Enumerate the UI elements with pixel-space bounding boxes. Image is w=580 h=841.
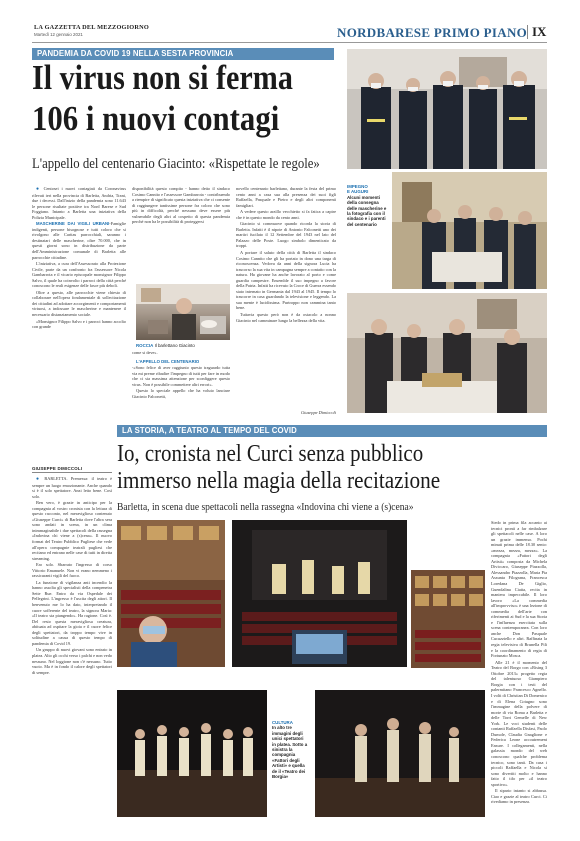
text: A vedere questo arzillo vecchietto si fa fatica a capire che è in questo mondo da cento anni. xyxy=(236,209,336,220)
article2-byline: GIUSEPPE DIMICCOLI xyxy=(32,466,83,471)
masthead-divider xyxy=(527,25,528,39)
article1-headline-line2: 106 i nuovi contagi xyxy=(32,99,280,138)
section-title: NORDBARESE PRIMO PIANO xyxy=(337,25,528,40)
article1-subhead: L'appello del centenario Giacinto: «Rispettate le regole» xyxy=(32,155,320,172)
bullet-icon: ● xyxy=(36,187,41,192)
photo-illustration xyxy=(117,690,267,817)
text: Oltre a questo, alle parrocchie viene chiesto di collaborare nell'opera fondamentale di sollecitazione dei cittadini ad adottare accorgimenti e comportamenti virtuosi, a indossare le mascherine e mantenere il necessario distanziamento sociale. xyxy=(32,289,126,318)
photo-illustration xyxy=(315,690,485,817)
page-number: IX xyxy=(532,24,547,39)
bullet-icon: ● xyxy=(36,477,42,482)
article1-subhead-centenario: L'APPELLO DEL CENTENARIO xyxy=(136,358,200,364)
text: -Famiglie indigenti, persone bisognose e tutti coloro che si rivolgono alle Caritas parrocchiali, saranno i destinatari delle mascherine, oltre 70.000, che in questi giorni sono in distribuzione da parte dell'Amministrazione comunale di Barletta alle parrocchie cittadine. xyxy=(32,221,126,260)
theatre-spectator-photo xyxy=(117,520,225,667)
mask-delivery-photo xyxy=(392,172,547,289)
article2-lead: BARLETTA. Premessa: il teatro è sempre un luogo emozionante. Anche quando si è il solo spettatore. Anzi letto bene. Così solo. xyxy=(32,476,112,499)
article2-headline-line2: immerso nella magia della recitazione xyxy=(117,468,441,494)
caption-rocca xyxy=(136,343,246,348)
caption-cultura xyxy=(272,720,308,779)
photo-illustration xyxy=(347,49,547,169)
officials-group-photo xyxy=(347,49,547,169)
text: Alle 21 è il momento del Teatro del Borgo con «Rising 3 Ottobre 2013» progetto regia del talentuoso Giampiero Borgia con i testi del palermitano Francesco Agnello. I volti di Christian Di Domenico e di Elena Cotugno sono l'immagine della polvere di morte di via Roma a Barletta e delle Torri Gemelle di New York. Le voci studenti delle contanti Raffaella Disfasi, Paolo Dumole, Claudia Gnaglione e Federica Leone accoutrement Ensure. I collegamenti, nella galassia mondo del web conoscono qualche problema tecnico, sono tanti. Da casa i piccoli Raffaella e Nicola si sono divertiti molto e hanno fatto il tifo per «il teatro sportivo». xyxy=(491,659,547,787)
caption-text: Alcuni momenti della consegna delle mascherine e la fotografia con il sindaco e i parenti del centenario xyxy=(347,194,387,227)
article1-column-3 xyxy=(236,186,336,411)
photo-illustration xyxy=(347,293,547,413)
text: Giacinto si commuove quando ricorda la storia di Barletta. Infatti è il nipote di Antonio Falconetti uno dei martiri fucilato il 12 Settembre del 1943 nel lato del Palazzo delle Poste. Luogo simbolo dimenticato da troppi. xyxy=(236,221,336,249)
text: -«Sono felice di aver raggiunto questo traguardo tutta via mi preme ribadire l'impegno di tutti per fare in modo che ci sia massima attenzione per sconfiggere questo virus. Non è possibile commettere altri errori». xyxy=(132,365,230,387)
article1-column-2 xyxy=(132,186,230,286)
article1-headline-line1: Il virus non si ferma xyxy=(32,58,293,97)
caption-text: Il barlettano Giacinto xyxy=(154,343,195,348)
theatre-boxes-photo xyxy=(411,570,485,668)
article1-column-2b xyxy=(132,350,230,418)
caption-label: IMPEGNO xyxy=(347,184,368,189)
text: Siedo in prima fila accanto ai tecnici pronti a far rimbalzare gli spettacoli nelle case. A loro un grazie immenso. Pochi minuti prima delle 18.30 sento: «mezza, mezza, mezza». La compagnia «Fattori degli Artisti» composta da Michela Diviccaro, Giuseppe Piazzolla, Alessandro Piazzolla, Maria Pia Assunta Filograna, Francesca Loredana De Giglio, Guendalina Ciatta, recita in maniera impeccabile. Il loro lavoro «La commedia all'improvviso» è una lezione di commedia dell'arte con riferimenti ai Sud e la sua Storia e l'influenza esercitata sulla scena contemporanea. Con loro anche Don Pasquale Cucuzziello e altri. Raffinata la regia televisiva di Brunella Pili e la coordinamento di regia di Fortunato Mosca. xyxy=(491,520,547,659)
photo-illustration xyxy=(136,284,230,340)
photo-illustration xyxy=(232,520,407,667)
photo-illustration xyxy=(117,520,225,667)
text: Ero solo. Sbarrato l'ingresso di corso Vittorio Emanuele. Non vi erano nemmeno i rassicuranti vigili del fuoco. xyxy=(32,562,112,579)
article2-column-right xyxy=(491,520,547,820)
text: A portare il saluto della città di Barletta il sindaco Cosimo Cannito che gli ha portato in dono una targa di riconoscenza. Vedova da anni della signora Lucia ha trascorso la sua vita in campagna sempre a contatto con la natura. Ha giovane ha anche lavorato al porto e come guardia campestre. Ensemble il suo impegno a favore della Patria. Infatti ha ricevuto la Croce di Guerra essendo stato internato in Germania dal 1943 al 1945. Il tempo lo trascorre in casa guardando la televisione e leggendo. La sua mente è lucidissima. Purtroppo non cammina tanto bene. xyxy=(236,250,336,311)
article1-column-1 xyxy=(32,186,126,418)
issue-date: Martedì 12 gennaio 2021 xyxy=(34,32,83,37)
troupe-fattori-photo xyxy=(117,690,267,817)
text: Un gruppo di nuovi giovani sono entrato in platea. Alto gli occhi verso i palchi e non vedo nessuno. Nel loggione non c'è nessuno. Tutto vuoto. Ma è in fondo il calore degli spettatori di sempre. xyxy=(32,647,112,675)
article2-kicker: LA STORIA, A TEATRO AL TEMPO DEL COVID xyxy=(117,425,547,437)
photo-illustration xyxy=(411,570,485,668)
text: come si deve». xyxy=(132,350,158,355)
text: Ben vero, è grazie in anticipo per la compagnia al vostro cronista con la lettura di questo racconto, nel meraviglioso contenuto «Giuseppe Curci» di Barletta dove l'altra sera sono andati in scena, in un clima inimmaginabile i due spettacoli della rassegna «Indovina chi viene a (s)cena». Il nuovo format del Teatro Pubblico Pugliese che vede all'opera compagnie teatrali pugliesi che recitano ed entrano nelle case di tutti in diretta streaming. xyxy=(32,500,112,561)
newspaper-name: LA GAZZETTA DEL MEZZOGIORNO xyxy=(34,24,149,31)
caption-impegno xyxy=(347,184,387,227)
teatro-borgo-photo xyxy=(315,690,485,817)
theatre-stage-photo xyxy=(232,520,407,667)
text: novello centenario barlettano, durante la festa del primo cento anni a casa sua alla presenza dei suoi figli Raffaella, Pasquale e Pietro e degli altri componenti famigliari. xyxy=(236,186,336,208)
article2-column-1 xyxy=(32,476,112,820)
article1-lead: Centosei i nuovi contagiati da Coronavirus rilevati ieri nella provincia di Barletta, Andria, Trani, due i decessi. Dall'inizio della pandemia sono 11.643 le persone risultate positive tra Nord Barese e Sud Foggiano. Intanto a Barletta una iniziativa della Polizia Municipale. xyxy=(32,186,126,220)
text: «Monsignor Filippo Salvo e i parroci hanno accolto con grande xyxy=(32,318,126,330)
byline-rule xyxy=(32,472,112,473)
text: La funzione di vigilanza anti incendio la hanno assolta gli specialisti della compenetra Sette Rue. Entro da via Ospedale dei Pellegrini. L'ingresso è l'uscita degli attori. Il benvenuto me lo ha dato, interpretando il cuore sofferente del teatro, la signora Maria: «Il teatro sta piangendo». Ha ragione. Così è. Del resto questa meravigliosa creatura, abituata ad ospitare la gioia e il cuore felice degli spettatori, da troppo tempo vive in solitudine a causa di questo tempo di pandemia di Covid 19. xyxy=(32,579,112,646)
article2-headline-line1: Io, cronista nel Curci senza pubblico xyxy=(117,441,424,467)
text: Tuttavia questo però non è da ostacolo a nonno Giacinto nel camminare lungo la bellezza della vita. xyxy=(236,312,336,323)
centenarian-family-photo xyxy=(347,293,547,413)
caption-label: CULTURA xyxy=(272,720,293,725)
caption-text: In alto tre immagini degli unici spettatori in platea. Sotto a sinistra la compagnia «Fattori degli Artisti» e quella de il «Teatro dei Borgia» xyxy=(272,725,308,780)
caption-label: E AUGURI xyxy=(347,189,369,195)
masthead-rule xyxy=(32,42,547,43)
article1-subhead-mascherine: MASCHERINE DAI VIGILI URBANI xyxy=(36,221,110,227)
text: Il sipario intanto si abbassa. Ciao e grazie al teatro Curci. Ci rivediamo in presenza. xyxy=(491,788,547,805)
text: Questo lo speciale appello che ha voluto lanciare Giacinto Falconetti, xyxy=(132,388,230,399)
text: L'iniziativa, a cura dell'Assessorato alla Protezione Civile, parte da un confronto fra l'assessore Nicola Gambarrota e il vicario episcopale monsignor Filippo Salvo, il quale ha coinvolto i parroci della città perché conoscono le reali esigenze delle fasce più deboli. xyxy=(32,261,126,289)
centenarian-photo xyxy=(136,284,230,340)
photo-illustration xyxy=(392,172,547,289)
text: disponibilità questo compito - hanno detto il sindaco Cosimo Cannito e l'assessore Gambarrota - contribuendo a riempire di significato questa iniziativa che ci consente di raggiungere tantissime persone fra coloro che sono più in difficoltà, perché nessuno deve essere più vulnerabile degli altri al cospetto di questa pandemia perché non ha le possibilità di proteggersi xyxy=(132,186,230,225)
article2-subhead: Barletta, in scena due spettacoli nella rassegna «Indovina chi viene a (s)cena» xyxy=(117,502,414,513)
caption-label: ROCCIA xyxy=(136,343,154,348)
article1-kicker: PANDEMIA DA COVID 19 NELLA SESTA PROVINCIA xyxy=(32,48,334,60)
masthead xyxy=(0,0,580,48)
article1-byline: Giuseppe Dimiccoli xyxy=(301,410,336,415)
